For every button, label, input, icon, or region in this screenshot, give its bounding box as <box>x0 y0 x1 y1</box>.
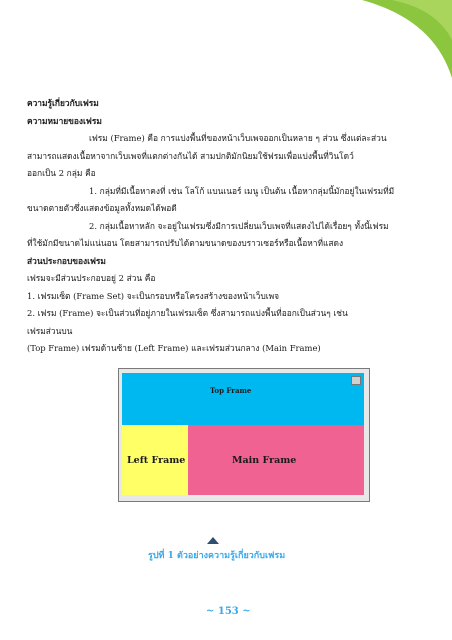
component-1: 1. เฟรมเซ็ต (Frame Set) จะเป็นกรอบหรือโครงสร้างของหน้าเว็บเพจ <box>27 290 280 301</box>
left-frame-region <box>122 425 188 495</box>
top-frame-region <box>122 373 364 425</box>
paragraph-line: เฟรม (Frame) คือ การแบ่งพื้นที่ของหน้าเว็บเพจออกเป็นหลาย ๆ ส่วน ซึ่งแต่ละส่วน <box>89 133 387 143</box>
image-icon <box>351 376 361 385</box>
list-item-2-cont: ที่ใช้มักมีขนาดไม่แน่นอน โดยสามารถปรับได้ตามขนาดของบราวเซอร์หรือเนื้อหาที่แสดง <box>27 238 344 248</box>
component-2-cont: เฟรมส่วนบน <box>27 325 73 336</box>
document-body <box>27 95 437 358</box>
paragraph-line: สามารถแสดงเนื้อหาจากเว็บเพจที่แตกต่างกันได้ สามปกติมักนิยมใช้ฟรมเพื่อแบ่งพื้นที่วินโดว์ <box>27 150 354 161</box>
heading-frame-meaning: ความหมายของเฟรม <box>27 115 102 126</box>
page-number: ~ 153 ~ <box>206 606 251 617</box>
list-item-2: 2. กลุ่มเนื้อหาหลัก จะอยู่ในเฟรมซึ่งมีการเปลี่ยนเว็บเพจที่แสดงไปได้เรื่อยๆ ทั้งนี้เฟรม <box>89 220 389 231</box>
paragraph-line: ออกเป็น 2 กลุ่ม คือ <box>27 168 96 178</box>
paragraph-line: เฟรมจะมีส่วนประกอบอยู่ 2 ส่วน คือ <box>27 273 156 283</box>
main-frame-region <box>188 425 364 495</box>
heading-frame-components: ส่วนประกอบของเฟรม <box>27 255 106 266</box>
figure-caption: รูปที่ 1 ตัวอย่างความรู้เกี่ยวกับเฟรม <box>148 551 286 561</box>
component-2-cont: (Top Frame) เฟรมด้านซ้าย (Left Frame) และเฟรมส่วนกลาง (Main Frame) <box>27 343 321 353</box>
left-frame-label: Left Frame <box>127 455 186 466</box>
top-frame-label: Top Frame <box>210 386 252 395</box>
frame-example-figure <box>118 368 370 502</box>
list-item-1: 1. กลุ่มที่มีเนื้อหาคงที่ เช่น โลโก้ แบนเนอร์ เมนู เป็นต้น เนื้อหากลุ่มนี้มักอยู่ในเฟรมที่มี <box>89 185 395 196</box>
triangle-icon <box>207 537 219 544</box>
main-frame-label: Main Frame <box>232 455 297 466</box>
component-2: 2. เฟรม (Frame) จะเป็นส่วนที่อยู่ภายในเฟรมเซ็ต ซึ่งสามารถแบ่งพื้นที่ออกเป็นส่วนๆ เช่น <box>27 308 348 318</box>
list-item-1-cont: ขนาดตายตัวซึ่งแสดงข้อมูลทั้งหมดได้พอดี <box>27 203 177 213</box>
heading-about-frames: ความรู้เกี่ยวกับเฟรม <box>27 98 99 108</box>
corner-decoration <box>322 0 452 80</box>
